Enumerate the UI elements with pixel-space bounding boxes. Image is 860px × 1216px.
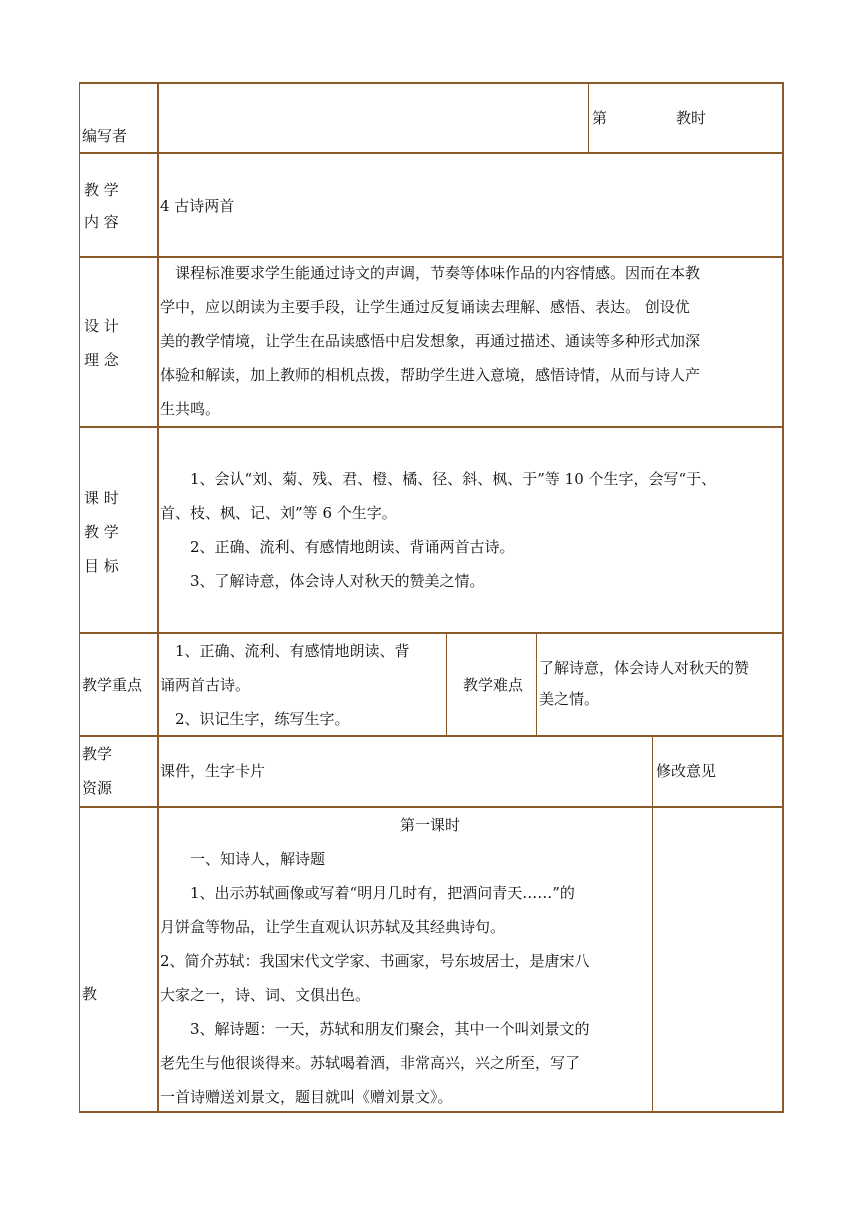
goals-text-line: 2、正确、流利、有感情地朗读、背诵两首古诗。: [160, 538, 515, 556]
lesson-number-prefix: 第: [592, 109, 608, 127]
row-divider: [79, 152, 784, 154]
resources-label-line2: 资源: [82, 779, 113, 797]
goals-label-line2: 教 学: [84, 523, 119, 541]
design-label-line1: 设 计: [84, 317, 119, 335]
row-divider: [79, 426, 784, 428]
process-text-line: 月饼盒等物品，让学生直观认识苏轼及其经典诗句。: [160, 918, 506, 936]
process-text-line: 2、简介苏轼：我国宋代文学家、书画家，号东坡居士，是唐宋八: [160, 952, 590, 970]
content-label-line2: 内 容: [84, 213, 119, 231]
row-divider: [79, 735, 784, 737]
difficulty-text-line: 美之情。: [539, 690, 600, 708]
process-text-line: 大家之一，诗、词、文俱出色。: [160, 986, 371, 1004]
row-divider: [79, 806, 784, 808]
design-text-line: 美的教学情境，让学生在品读感悟中启发想象，再通过描述、通读等多种形式加深: [160, 332, 701, 350]
keypoints-label: 教学重点: [82, 676, 143, 694]
keypoints-text-line: 诵两首古诗。: [160, 676, 251, 694]
process-text-line: 1、出示苏轼画像或写着“明月几时有，把酒问青天……”的: [160, 884, 575, 902]
goals-text-line: 1、会认“刘、菊、残、君、橙、橘、径、斜、枫、于”等 10 个生字，会写“于、: [160, 470, 717, 488]
process-label: 教: [82, 985, 98, 1003]
process-text-line: 一首诗赠送刘景文，题目就叫《赠刘景文》。: [160, 1088, 453, 1106]
content-value: 4 古诗两首: [160, 197, 235, 215]
table-border-right: [782, 82, 784, 1113]
process-text-line: 3、解诗题：一天，苏轼和朋友们聚会，其中一个叫刘景文的: [160, 1020, 590, 1038]
design-text-line: 课程标准要求学生能通过诗文的声调，节奏等体味作品的内容情感。因而在本教: [160, 264, 701, 282]
keypoint-divider: [446, 632, 447, 736]
process-heading: 第一课时: [400, 816, 461, 834]
revision-column-divider: [652, 735, 653, 1113]
table-border-left: [79, 82, 80, 1113]
design-label-line2: 理 念: [84, 351, 119, 369]
keypoints-text-line: 2、识记生字，练写生字。: [160, 710, 350, 728]
difficulty-text-line: 了解诗意，体会诗人对秋天的赞: [539, 659, 750, 677]
lesson-cell-divider: [588, 82, 589, 153]
revision-label: 修改意见: [656, 762, 717, 780]
table-border-bottom: [79, 1111, 784, 1113]
row-divider: [79, 256, 784, 258]
keypoints-text-line: 1、正确、流利、有感情地朗读、背: [160, 642, 410, 660]
difficulty-divider: [536, 632, 537, 736]
resources-value: 课件，生字卡片: [160, 762, 266, 780]
process-text-line: 一、知诗人，解诗题: [160, 850, 326, 868]
table-border-top: [79, 82, 784, 84]
design-text-line: 体验和解读，加上教师的相机点拨，帮助学生进入意境，感悟诗情，从而与诗人产: [160, 366, 701, 384]
design-text-line: 学中，应以朗读为主要手段，让学生通过反复诵读去理解、感悟、表达。 创设优: [160, 298, 690, 316]
process-text-line: 老先生与他很谈得来。苏轼喝着酒，非常高兴，兴之所至，写了: [160, 1054, 581, 1072]
design-text-line: 生共鸣。: [160, 400, 221, 418]
label-column-divider: [157, 82, 159, 1113]
content-label-line1: 教 学: [84, 181, 119, 199]
goals-text-line: 首、枝、枫、记、刘”等 6 个生字。: [160, 504, 397, 522]
author-label: 编写者: [82, 127, 128, 145]
goals-label-line1: 课 时: [84, 489, 119, 507]
row-divider: [79, 632, 784, 634]
goals-label-line3: 目 标: [84, 557, 119, 575]
difficulty-label: 教学难点: [463, 676, 524, 694]
lesson-number-suffix: 教时: [676, 109, 707, 127]
goals-text-line: 3、了解诗意，体会诗人对秋天的赞美之情。: [160, 572, 485, 590]
resources-label-line1: 教学: [82, 745, 113, 763]
